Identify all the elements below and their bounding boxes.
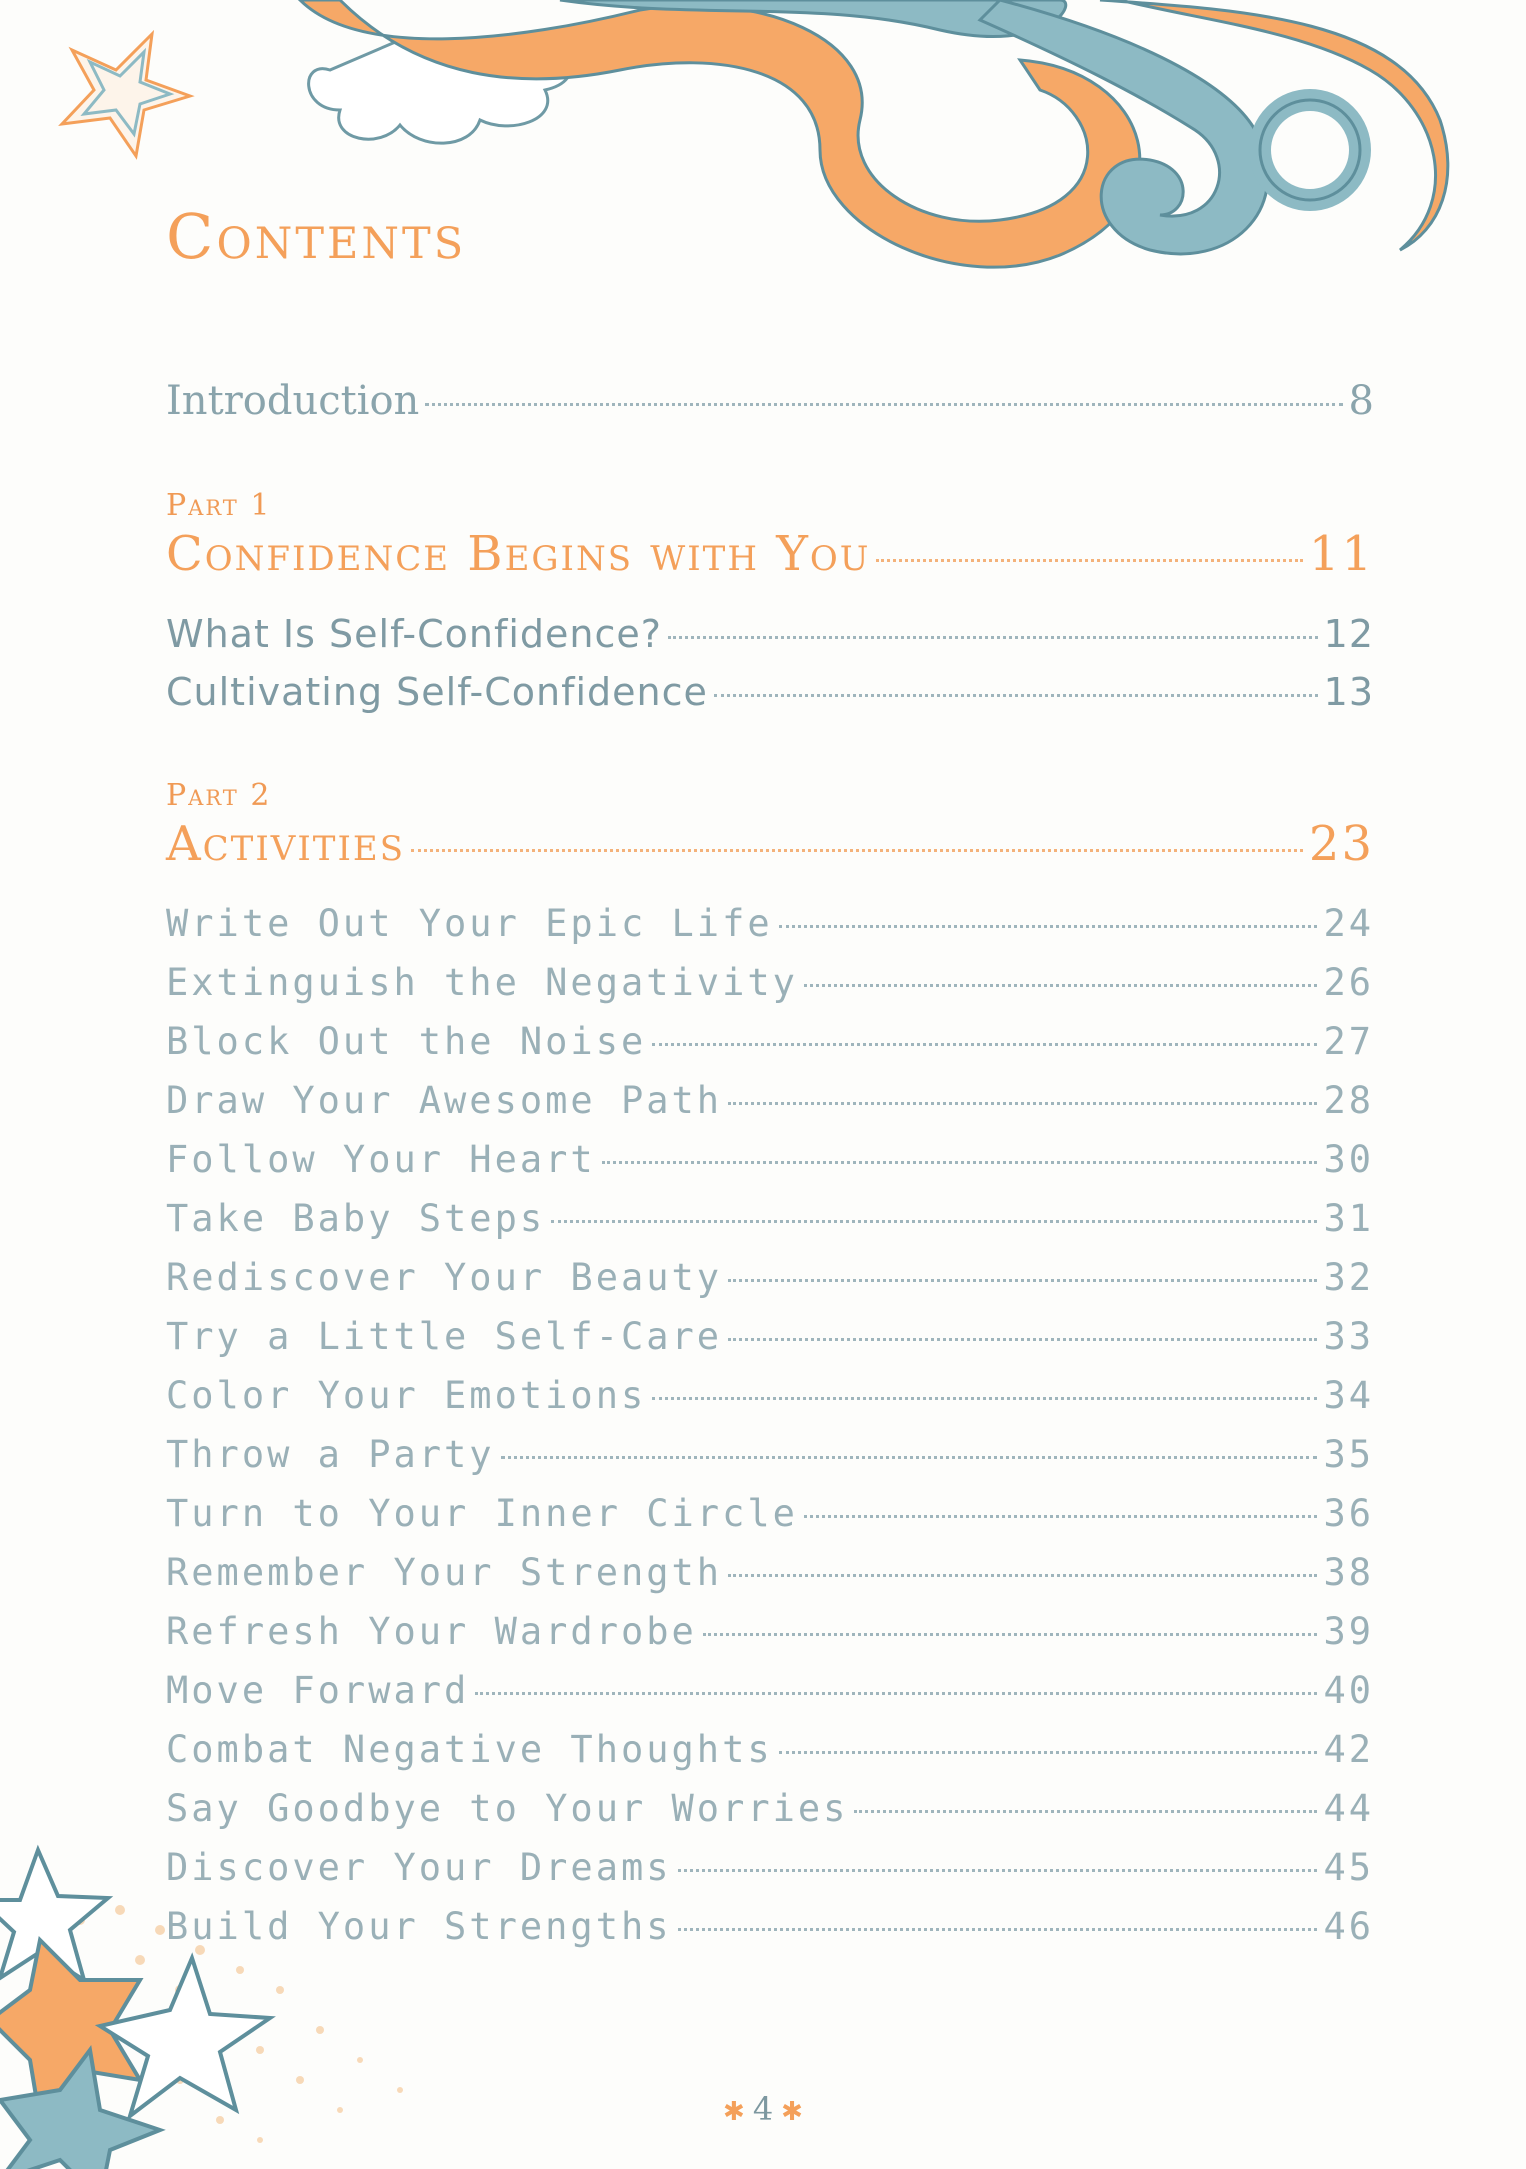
toc-entry-page: 30 [1323,1138,1374,1181]
toc-entry-label: What Is Self-Confidence? [166,612,662,656]
page-number-value: 4 [752,2090,774,2128]
page-number [0,2090,1526,2128]
toc-entry-label: Rediscover Your Beauty [166,1256,723,1299]
dot-leader [652,1397,1317,1400]
dot-leader [714,694,1318,697]
toc-entry-introduction[interactable] [166,378,1374,424]
toc-part-page: 11 [1308,526,1374,582]
toc-entry-page: 36 [1323,1492,1374,1535]
part-label: Part 1 [166,488,272,523]
toc-entry-label: Throw a Party [166,1433,495,1476]
toc-entry[interactable] [166,1846,1374,1889]
toc-entry-page: 13 [1323,670,1374,714]
dot-leader [728,1102,1317,1105]
toc-entry-label: Turn to Your Inner Circle [166,1492,798,1535]
toc-entry[interactable] [166,1020,1374,1063]
page-title: Contents [166,200,467,273]
toc-entry-label: Block Out the Noise [166,1020,647,1063]
dot-leader [425,403,1342,406]
dot-leader [602,1161,1318,1164]
toc-entry-label: Extinguish the Negativity [166,961,798,1004]
toc-entry-label: Combat Negative Thoughts [166,1728,773,1771]
toc-entry[interactable] [166,1610,1374,1653]
dot-leader [475,1692,1317,1695]
dot-leader [728,1338,1317,1341]
dot-leader [728,1574,1317,1577]
toc-entry[interactable] [166,902,1374,945]
toc-entry-page: 46 [1323,1905,1374,1948]
toc-entry-label: Color Your Emotions [166,1374,647,1417]
toc-entry-label: Move Forward [166,1669,470,1712]
toc-entry-label: Build Your Strengths [166,1905,672,1948]
toc-entry[interactable] [166,1787,1374,1830]
star-ornament-icon: ✱ [781,2097,803,2127]
toc-entry-page: 44 [1323,1787,1374,1830]
toc-part-title: Activities [166,816,405,872]
toc-entry-page: 26 [1323,961,1374,1004]
dot-leader [779,925,1318,928]
toc-entry[interactable] [166,1079,1374,1122]
toc-entry-label: Draw Your Awesome Path [166,1079,723,1122]
dot-leader [551,1220,1317,1223]
toc-entry[interactable] [166,1256,1374,1299]
toc-entry-label: Take Baby Steps [166,1197,546,1240]
toc-entry[interactable] [166,1492,1374,1535]
toc-entry-label: Write Out Your Epic Life [166,902,773,945]
dot-leader [804,984,1318,987]
dot-leader [804,1515,1318,1518]
toc-entry-page: 45 [1323,1846,1374,1889]
toc-entry-label: Cultivating Self-Confidence [166,670,708,714]
toc-entry-page: 33 [1323,1315,1374,1358]
toc-entry-page: 24 [1323,902,1374,945]
toc-entry[interactable] [166,1551,1374,1594]
dot-leader [678,1928,1318,1931]
toc-entry[interactable] [166,1905,1374,1948]
dot-leader [652,1043,1317,1046]
star-icon [40,20,210,170]
toc-part-title: Confidence Begins with You [166,526,871,582]
part-label: Part 2 [166,778,272,813]
toc-entry-label: Follow Your Heart [166,1138,596,1181]
toc-entry[interactable] [166,961,1374,1004]
star-ornament-icon: ✱ [723,2097,745,2127]
toc-entry-page: 40 [1323,1669,1374,1712]
dot-leader [703,1633,1318,1636]
toc-entry[interactable] [166,1433,1374,1476]
toc-entry[interactable] [166,1197,1374,1240]
toc-entry-page: 39 [1323,1610,1374,1653]
toc-entry-page: 31 [1323,1197,1374,1240]
dot-leader [678,1869,1318,1872]
toc-entry-page: 38 [1323,1551,1374,1594]
toc-part-page: 23 [1308,816,1374,872]
toc-entry-page: 27 [1323,1020,1374,1063]
toc-entry-label: Introduction [166,378,420,424]
dot-leader [728,1279,1317,1282]
toc-entry-page: 32 [1323,1256,1374,1299]
toc-entry[interactable] [166,1728,1374,1771]
dot-leader [501,1456,1318,1459]
dot-leader [668,636,1318,639]
toc-entry-page: 28 [1323,1079,1374,1122]
toc-entry-page: 42 [1323,1728,1374,1771]
toc-entry[interactable] [166,1374,1374,1417]
toc-entry[interactable] [166,670,1374,714]
dot-leader [411,849,1303,852]
dot-leader [876,559,1302,562]
toc-entry-label: Discover Your Dreams [166,1846,672,1889]
toc-entry-page: 34 [1323,1374,1374,1417]
toc-part-heading[interactable] [166,526,1374,582]
toc-entry-label: Remember Your Strength [166,1551,723,1594]
toc-entry-label: Say Goodbye to Your Worries [166,1787,849,1830]
toc-entry[interactable] [166,612,1374,656]
toc-entry-page: 35 [1323,1433,1374,1476]
toc-entry[interactable] [166,1669,1374,1712]
toc-entry-page: 12 [1323,612,1374,656]
dot-leader [854,1810,1317,1813]
toc-entry-label: Refresh Your Wardrobe [166,1610,697,1653]
toc-entry[interactable] [166,1138,1374,1181]
toc-part-heading[interactable] [166,816,1374,872]
dot-leader [779,1751,1318,1754]
toc-entry-page: 8 [1348,378,1374,424]
toc-entry-label: Try a Little Self-Care [166,1315,723,1358]
toc-entry[interactable] [166,1315,1374,1358]
